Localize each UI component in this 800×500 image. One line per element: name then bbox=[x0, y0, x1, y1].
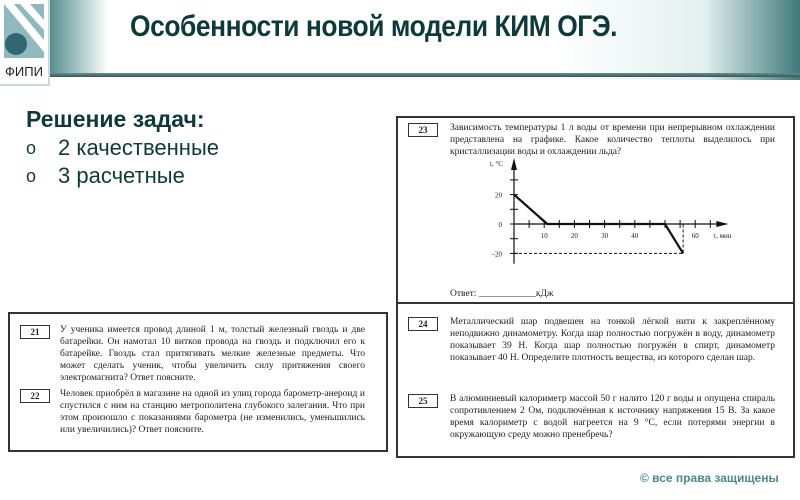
y-tick-label: 20 bbox=[495, 191, 502, 200]
divider bbox=[398, 302, 793, 304]
list-item bbox=[26, 135, 219, 161]
x-tick-label: 30 bbox=[601, 232, 609, 240]
bullet: o bbox=[26, 165, 37, 186]
task-number: 25 bbox=[408, 394, 438, 408]
guide-dashed-line bbox=[514, 224, 683, 253]
y-axis-arrow bbox=[511, 158, 517, 170]
tasks-23-25-panel bbox=[396, 116, 795, 458]
answer-line: Ответ: ____________кДж bbox=[450, 289, 554, 299]
tasks-21-22-panel bbox=[8, 312, 388, 452]
list-item-label: 3 расчетные bbox=[58, 163, 185, 188]
header-decoration bbox=[48, 0, 108, 76]
x-axis-label: τ, мин bbox=[713, 232, 732, 240]
task-text: Человек приобрёл в магазине на одной из улиц города барометр-анероид и спустился с ним на станцию метрополитена глубокого залегания. Что при этом произошло с показаниями барометра (не изменились, уменьшились или увеличились)? Ответ поясните. bbox=[60, 389, 365, 435]
list-item-label: 2 качественные bbox=[58, 135, 220, 160]
y-tick-label: 0 bbox=[498, 221, 502, 229]
list-item bbox=[26, 163, 219, 189]
task-text: В алюминиевый калориметр массой 50 г налито 120 г воды и опущена спираль сопротивлением 2 Ом, подключённая к источнику напряжения 15 В. За какое время калориметр с водой нагреется на 9 °С, если потерями энергии в окружающую среду можно пренебречь? bbox=[450, 394, 775, 440]
task-number: 22 bbox=[20, 389, 50, 403]
page-title: Особенности новой модели КИМ ОГЭ. bbox=[130, 10, 618, 43]
x-tick-label: 40 bbox=[631, 232, 639, 240]
task-number: 24 bbox=[408, 317, 438, 331]
task-number: 21 bbox=[20, 325, 50, 339]
y-axis-label: t, °C bbox=[490, 160, 503, 168]
intro-section bbox=[26, 106, 219, 189]
y-tick-label: –20 bbox=[491, 250, 502, 259]
task-number: 23 bbox=[408, 123, 438, 137]
x-axis-arrow bbox=[716, 221, 728, 227]
header-divider bbox=[48, 73, 800, 77]
fipi-logo bbox=[0, 0, 50, 86]
logo-text: ФИПИ bbox=[5, 64, 43, 79]
copyright-notice: © все права защищены bbox=[640, 471, 779, 485]
task-text: Зависимость температуры 1 л воды от времени при непрерывном охлаждении представлена на графике. Какое количество теплоты выделилось при кристаллизации воды и охлаждении льда? bbox=[450, 123, 775, 157]
x-tick-label: 10 bbox=[540, 232, 548, 240]
task-text: Металлический шар подвешен на тонкой лёгкой нити к закреплённому неподвижно динамометру. Когда шар полностью погружён в воду, динамометр показывает 39 Н. Когда шар полностью погружён в спирт, динамометр показывает 40 Н. Определите плотность вещества, из которого сделан шар. bbox=[450, 317, 775, 363]
task-text: У ученика имеется провод длиной 1 м, толстый железный гвоздь и две батарейки. Он намотал 10 витков провода на гвоздь и подключил его к батарейке. Гвоздь стал притягивать мелкие железные предметы. Что может сделать ученик, чтобы увеличить силу притяжения своего электромагнита? Ответ поясните. bbox=[60, 325, 365, 383]
temperature-graph bbox=[398, 118, 793, 308]
bullet: o bbox=[26, 137, 37, 158]
x-tick-label: 60 bbox=[691, 232, 699, 240]
intro-heading: Решение задач: bbox=[26, 106, 205, 132]
x-tick-label: 20 bbox=[570, 232, 578, 240]
